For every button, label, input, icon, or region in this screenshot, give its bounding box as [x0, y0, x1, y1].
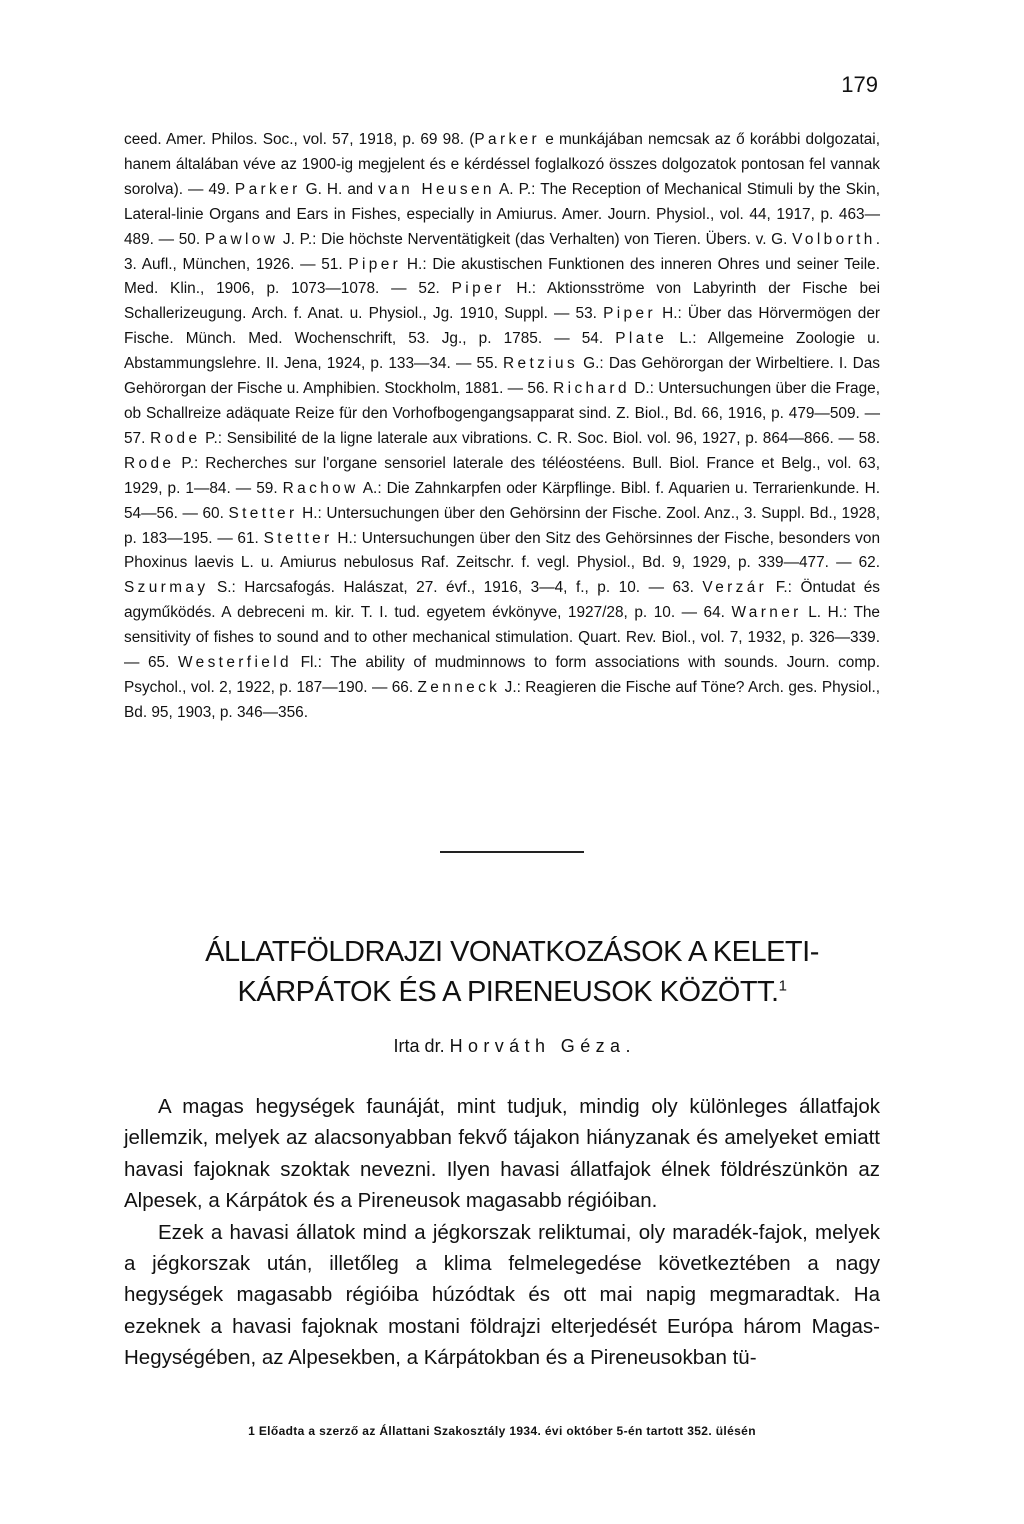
- reference-text: L. H.: The sensitivity of fishes to sound and to other mechanical stimulation. Quart. Rev. Biol., vol. 7, 1932, p. 326—339. — 65.: [124, 604, 880, 672]
- section-divider: [440, 851, 584, 853]
- reference-author: van Heusen: [378, 180, 495, 198]
- reference-author: Stetter: [263, 529, 333, 547]
- article-body: [124, 1091, 880, 1374]
- reference-text: G. H. and: [300, 180, 379, 198]
- reference-text: D.: Untersuchungen über die Frage, ob Schallreize adäquate Reize für den Vorhofbogengangsapparat sind. Z. Biol., Bd. 66, 1916, p. 479—509. — 57.: [124, 380, 880, 447]
- reference-author: Verzár: [702, 579, 768, 597]
- footnote-marker: 1: [778, 977, 787, 995]
- reference-author: Szurmay: [124, 579, 209, 597]
- reference-text: . 3. Aufl., München, 1926. — 51.: [124, 230, 880, 273]
- reference-author: Retzius: [503, 355, 579, 373]
- reference-text: J. P.: Die höchste Nerventätigkeit (das Verhalten) von Tieren. Übers. v. G.: [278, 230, 793, 248]
- reference-author: Volborth: [792, 230, 876, 248]
- reference-author: Pawlow: [204, 230, 279, 248]
- reference-text: L.: Allgemeine Zoologie u. Abstammungslehre. II. Jena, 1924, p. 133—34. — 55.: [124, 330, 880, 373]
- article-title-line-1: ÁLLATFÖLDRAJZI VONATKOZÁSOK A KELETI-: [205, 936, 819, 968]
- byline-prefix: Irta dr.: [393, 1036, 450, 1056]
- reference-text: H.: Die akustischen Funktionen des inneren Ohres und seiner Teile. Med. Klin., 1906, p. 1073—1078. — 52.: [124, 255, 880, 298]
- reference-author: Parker: [234, 180, 301, 198]
- reference-text: ceed. Amer. Philos. Soc., vol. 57, 1918, p. 69 98. (: [124, 131, 475, 148]
- reference-text: P.: Recherches sur l'organe sensoriel laterale des téléostéens. Bull. Biol. France et Belg., vol. 63, 1929, p. 1—84. — 59.: [124, 454, 880, 497]
- reference-text: H.: Aktionsströme von Labyrinth der Fische bei Schallerizeugung. Arch. f. Anat. u. Physiol., Jg. 1910, Suppl. — 53.: [124, 280, 880, 323]
- body-paragraph-1: A magas hegységek faunáját, mint tudjuk, mindig oly különleges állatfajok jellemzik, melyek az alacsonyabban fekvő tájakon hiányzanak és amelyeket emiatt havasi fajoknak szoktak nevezni. Ilyen havasi állatfajok élnek földrészünkön az Alpesek, a Kárpátok és a Pireneusok magasabb régióiban.: [124, 1095, 880, 1213]
- reference-text: G.: Das Gehörorgan der Wirbeltiere. I. Das Gehörorgan der Fische u. Amphibien. Stockholm, 1881. — 56.: [124, 355, 880, 398]
- reference-text: A.: Die Zahnkarpfen oder Kärpflinge. Bibl. f. Aquarien u. Terrarienkunde. H. 54—56. — 60.: [124, 479, 880, 522]
- reference-author: Zenneck: [417, 678, 501, 696]
- article-title-line-2: [120, 972, 904, 1012]
- reference-text: Fl.: The ability of mudminnows to form associations with sounds. Journ. comp. Psychol., vol. 2, 1922, p. 187—190. — 66.: [124, 654, 880, 696]
- reference-author: Rachow: [282, 479, 359, 497]
- reference-author: Piper: [451, 280, 505, 298]
- reference-text: A. P.: The Reception of Mechanical Stimuli by the Skin, Lateral-linie Organs and Ears in Fishes, especially in Amiurus. Amer. Journ. Physiol., vol. 44, 1917, p. 463—489. — 50.: [124, 180, 880, 248]
- body-paragraph-2: Ezek a havasi állatok mind a jégkorszak reliktumai, oly maradék-fajok, melyek a jégkorszak után, illetőleg a klima felmelegedése következtében a nagy hegységek magasabb régióiba húzódtak és ott mai napig megmaradtak. Ha ezeknek a havasi fajoknak mostani földrajzi elterjedését Európa három Magas-Hegységében, az Alpesekben, a Kárpátokban és a Pireneusokban tü-: [124, 1220, 880, 1370]
- author-name: Horváth Géza: [449, 1036, 626, 1056]
- reference-author: Richard: [553, 380, 630, 398]
- reference-author: Stetter: [228, 504, 298, 522]
- reference-author: Westerfield: [178, 654, 292, 672]
- footnote: 1 Előadta a szerző az Állattani Szakosztály 1934. évi október 5-én tartott 352. ülésén: [248, 1424, 756, 1438]
- article-title: [120, 932, 904, 1012]
- reference-list: [124, 128, 880, 726]
- reference-author: Parker: [474, 131, 541, 148]
- page-number: 179: [841, 72, 878, 97]
- reference-text: P.: Sensibilité de la ligne laterale aux vibrations. C. R. Soc. Biol. vol. 96, 1927, p. 864—866. — 58.: [200, 429, 880, 447]
- reference-author: Rode: [124, 454, 175, 472]
- reference-text: F.: Öntudat és agyműködés. A debreceni m. kir. T. I. tud. egyetem évkönyve, 1927/28, p. 10. — 64.: [124, 579, 881, 622]
- byline-suffix: .: [625, 1036, 631, 1056]
- reference-text: e munkájában nemcsak az ő korábbi dolgozatai, hanem általában véve az 1900-ig megjelent és e kérdéssel foglalkozó összes dolgozatok pontosan fel vannak sorolva). — 49.: [124, 131, 880, 198]
- reference-text: H.: Untersuchungen über den Sitz des Gehörsinnes der Fische, besonders von Phoxinus laevis L. u. Amiurus nebulosus Raf. Zeitschr. f. vegl. Physiol., Bd. 9, 1929, p. 339—477. — 62.: [124, 529, 880, 572]
- reference-author: Plate: [615, 330, 668, 348]
- article-title-line-2-text: KÁRPÁTOK ÉS A PIRENEUSOK KÖZÖTT.: [237, 976, 779, 1008]
- reference-author: Piper: [348, 255, 402, 273]
- byline: [120, 1036, 904, 1057]
- reference-author: Piper: [603, 305, 656, 323]
- reference-text: H.: Untersuchungen über den Gehörsinn der Fische. Zool. Anz., 3. Suppl. Bd., 1928, p. 183—195. — 61.: [124, 504, 880, 547]
- reference-author: Rode: [150, 429, 201, 447]
- reference-text: H.: Über das Hörvermögen der Fische. Münch. Med. Wochenschrift, 53. Jg., p. 1785. — 54.: [124, 305, 880, 348]
- reference-text: J.: Reagieren die Fische auf Töne? Arch. ges. Physiol., Bd. 95, 1903, p. 346—356.: [124, 678, 880, 721]
- reference-author: Warner: [731, 604, 802, 622]
- reference-text: S.: Harcsafogás. Halászat, 27. évf., 1916, 3—4, f., p. 10. — 63.: [208, 579, 703, 597]
